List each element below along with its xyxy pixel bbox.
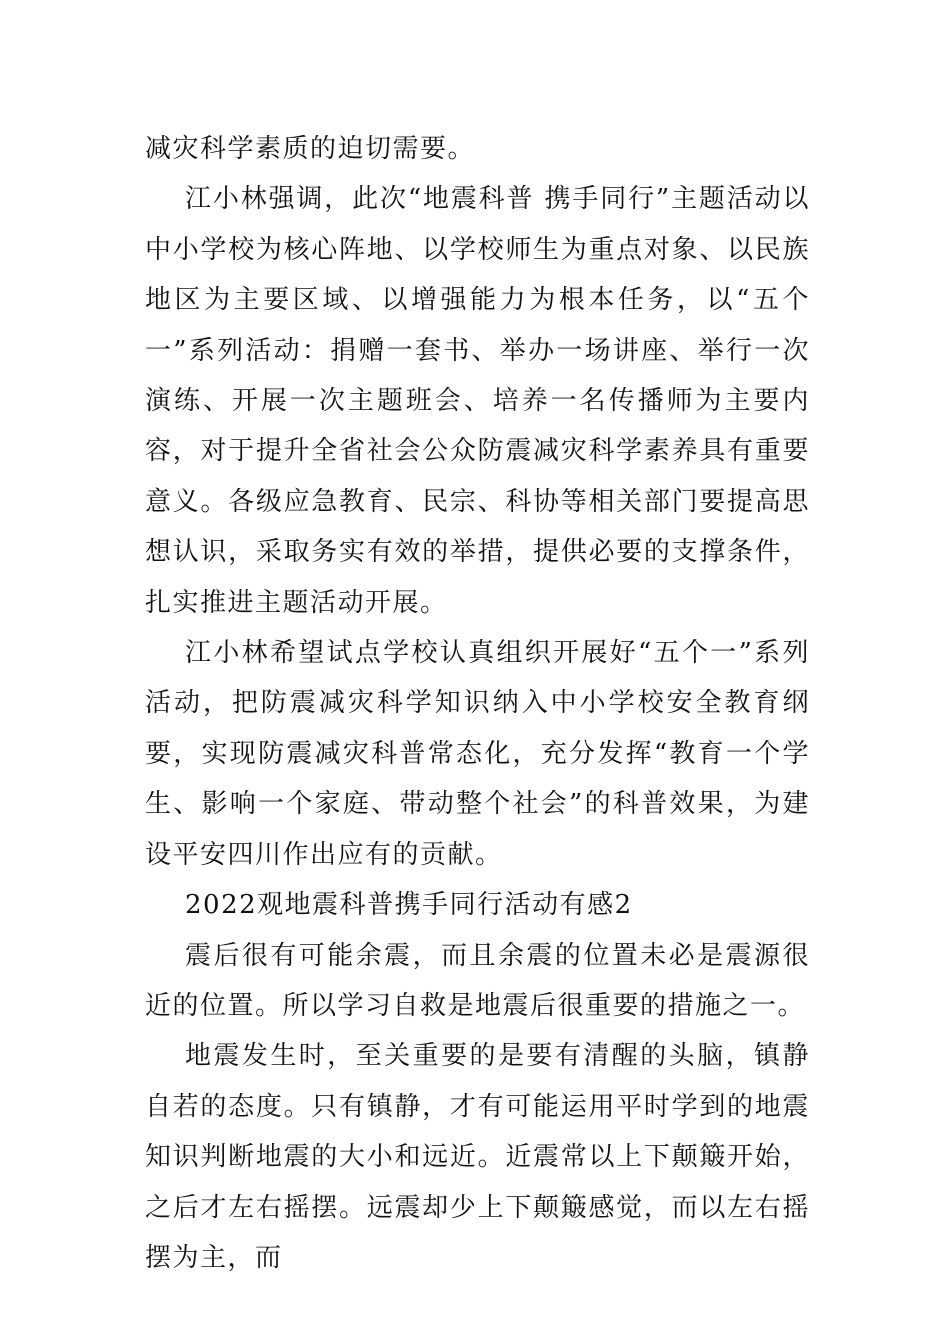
paragraph-jiang-hope: 江小林希望试点学校认真组织开展好“五个一”系列活动，把防震减灾科学知识纳入中小学校安全教育纲要，实现防震减灾科普常态化，充分发挥“教育一个学生、影响一个家庭、带动整个社会”的科普效果，为建设平安四川作出应有的贡献。 (145, 638, 810, 870)
paragraph-jiang-emphasis: 江小林强调，此次“地震科普 携手同行”主题活动以中小学校为核心阵地、以学校师生为重点对象、以民族地区为主要区域、以增强能力为根本任务，以“五个一”系列活动：捐赠一套书、举办一场讲座、举行一次演练、开展一次主题班会、培养一名传播师为主要内容，对于提升全省社会公众防震减灾科学素养具有重要意义。各级应急教育、民宗、科协等相关部门要提高思想认识，采取务实有效的举措，提供必要的支撑条件，扎实推进主题活动开展。 (145, 184, 810, 618)
document-body (145, 124, 810, 1283)
section-heading: 2022观地震科普携手同行活动有感2 (185, 890, 633, 921)
paragraph-continuation: 减灾科学素质的迫切需要。 (145, 134, 476, 164)
paragraph-aftershock: 震后很有可能余震，而且余震的位置未必是震源很近的位置。所以学习自救是地震后很重要的措施之一。 (145, 940, 810, 1021)
paragraph-calm-response: 地震发生时，至关重要的是要有清醒的头脑，镇静自若的态度。只有镇静，才有可能运用平时学到的地震知识判断地震的大小和远近。近震常以上下颠簸开始，之后才左右摇摆。远震却少上下颠簸感觉，而以左右摇摆为主，而 (145, 1041, 810, 1273)
